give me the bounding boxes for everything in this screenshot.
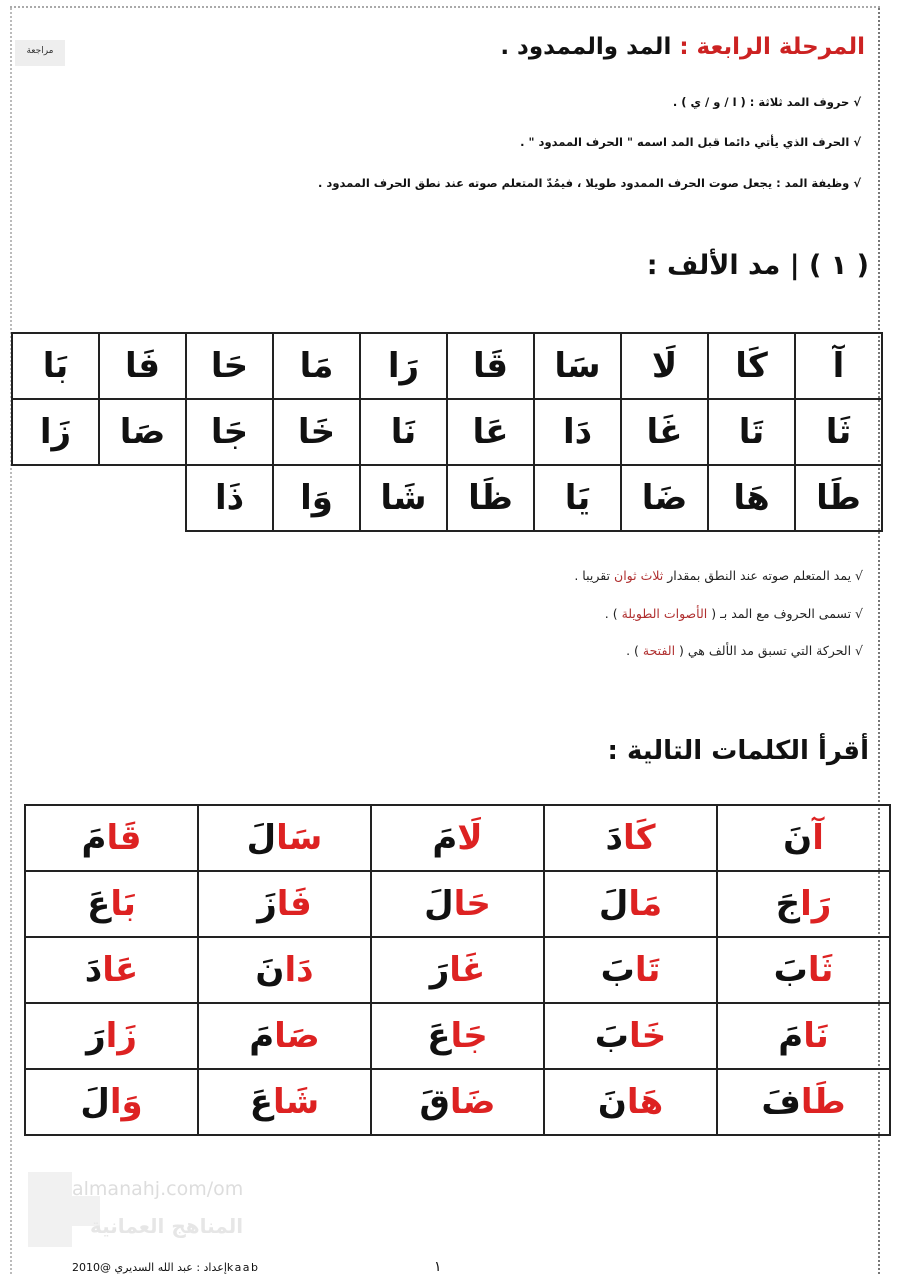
word-long-part: حَا bbox=[453, 884, 491, 924]
word-rest: مَ bbox=[432, 818, 458, 858]
word-rest: لَ bbox=[424, 884, 454, 924]
words-table bbox=[24, 804, 891, 1136]
word-long-part: زَا bbox=[105, 1016, 137, 1056]
word-cell bbox=[544, 1069, 717, 1135]
letter-cell: عَا bbox=[447, 399, 534, 465]
letter-cell: تَا bbox=[708, 399, 795, 465]
word-cell bbox=[544, 871, 717, 937]
footer-author: إعداد : عبد الله السديري @2010kaab bbox=[72, 1261, 260, 1274]
letter-cell: بَا bbox=[12, 333, 99, 399]
letter-cell: يَا bbox=[534, 465, 621, 531]
word-cell bbox=[25, 937, 198, 1003]
letter-cell: وَا bbox=[273, 465, 360, 531]
letter-cell: ذَا bbox=[186, 465, 273, 531]
word-long-part: طَا bbox=[800, 1082, 846, 1122]
words-row bbox=[25, 805, 890, 871]
word-rest: بَ bbox=[773, 950, 808, 990]
word-long-part: دَا bbox=[284, 950, 314, 990]
rule-1: √ حروف المد ثلاثة : ( ا / و / ي ) . bbox=[672, 95, 861, 109]
word-rest: عَ bbox=[87, 884, 111, 924]
word-cell bbox=[371, 1003, 544, 1069]
note-text: √ الحركة التي تسبق مد الألف هي ( bbox=[675, 643, 863, 658]
words-row bbox=[25, 871, 890, 937]
word-long-part: قَا bbox=[106, 818, 142, 858]
word-long-part: صَا bbox=[274, 1016, 320, 1056]
word-long-part: كَا bbox=[622, 818, 656, 858]
note-1 bbox=[574, 568, 863, 583]
note-text: ) . bbox=[604, 606, 622, 621]
letters-row bbox=[12, 399, 882, 465]
word-rest: بَ bbox=[600, 950, 635, 990]
word-rest: زَ bbox=[257, 884, 277, 924]
word-rest: عَ bbox=[427, 1016, 451, 1056]
letter-cell: زَا bbox=[12, 399, 99, 465]
word-long-part: وَا bbox=[109, 1082, 143, 1122]
review-tag: مراجعة bbox=[15, 40, 65, 66]
note-text: تقريبا . bbox=[574, 568, 615, 583]
word-cell bbox=[717, 805, 890, 871]
rule-3: √ وظيفة المد : يجعل صوت الحرف الممدود طويلا ، فيمُدّ المتعلم صوته عند نطق الحرف الممدود . bbox=[318, 176, 861, 190]
page-number: ١ bbox=[434, 1259, 442, 1275]
word-rest: لَ bbox=[598, 884, 629, 924]
word-long-part: ثَا bbox=[807, 950, 834, 990]
word-long-part: هَا bbox=[626, 1082, 664, 1122]
letter-cell: نَا bbox=[360, 399, 447, 465]
word-cell bbox=[544, 1003, 717, 1069]
word-rest: رَ bbox=[429, 950, 450, 990]
word-cell bbox=[25, 1069, 198, 1135]
word-rest: رَ bbox=[86, 1016, 106, 1056]
letter-cell: غَا bbox=[621, 399, 708, 465]
word-long-part: شَا bbox=[273, 1082, 320, 1122]
word-cell bbox=[198, 1069, 371, 1135]
word-long-part: عَا bbox=[102, 950, 139, 990]
word-cell bbox=[544, 937, 717, 1003]
stage-topic: المد والممدود . bbox=[500, 34, 680, 60]
letter-cell: دَا bbox=[534, 399, 621, 465]
letter-cell: رَا bbox=[360, 333, 447, 399]
letter-cell: مَا bbox=[273, 333, 360, 399]
letter-cell: كَا bbox=[708, 333, 795, 399]
stage-label: المرحلة الرابعة : bbox=[679, 34, 865, 60]
word-cell bbox=[371, 871, 544, 937]
watermark-logo bbox=[28, 1172, 72, 1247]
section-heading: ( ١ ) | مد الألف : bbox=[646, 250, 869, 281]
word-cell bbox=[544, 805, 717, 871]
word-cell bbox=[198, 805, 371, 871]
word-rest: نَ bbox=[597, 1082, 627, 1122]
word-cell bbox=[198, 1003, 371, 1069]
empty-cell bbox=[99, 465, 186, 531]
word-rest: دَ bbox=[605, 818, 623, 858]
letter-cell: حَا bbox=[186, 333, 273, 399]
letter-cell: طَا bbox=[795, 465, 882, 531]
letters-table bbox=[11, 332, 883, 532]
word-long-part: خَا bbox=[628, 1016, 667, 1056]
word-rest: جَ bbox=[775, 884, 801, 924]
empty-cell bbox=[12, 465, 99, 531]
word-cell bbox=[198, 937, 371, 1003]
word-rest: قَ bbox=[419, 1082, 450, 1122]
word-long-part: مَا bbox=[628, 884, 663, 924]
note-2 bbox=[605, 606, 863, 621]
rule-2: √ الحرف الذي يأتي دائما قبل المد اسمه " الحرف الممدود " . bbox=[520, 135, 861, 149]
word-rest: عَ bbox=[249, 1082, 274, 1122]
page-title bbox=[500, 34, 865, 60]
word-cell bbox=[25, 871, 198, 937]
word-long-part: لَا bbox=[457, 818, 483, 858]
note-highlight: الفتحة bbox=[642, 643, 676, 658]
letter-cell: ضَا bbox=[621, 465, 708, 531]
word-long-part: نَا bbox=[803, 1016, 829, 1056]
letter-cell: آ bbox=[795, 333, 882, 399]
letter-cell: شَا bbox=[360, 465, 447, 531]
word-rest: بَ bbox=[594, 1016, 629, 1056]
word-cell bbox=[198, 871, 371, 937]
word-rest: مَ bbox=[81, 818, 107, 858]
letter-cell: ثَا bbox=[795, 399, 882, 465]
word-rest: فَ bbox=[761, 1082, 801, 1122]
letter-cell: هَا bbox=[708, 465, 795, 531]
word-long-part: سَا bbox=[276, 818, 323, 858]
words-heading: أقرأ الكلمات التالية : bbox=[607, 736, 869, 766]
word-long-part: ضَا bbox=[449, 1082, 496, 1122]
words-row bbox=[25, 1003, 890, 1069]
word-rest: مَ bbox=[249, 1016, 275, 1056]
letter-cell: ظَا bbox=[447, 465, 534, 531]
letters-row bbox=[12, 333, 882, 399]
words-row bbox=[25, 937, 890, 1003]
letter-cell: صَا bbox=[99, 399, 186, 465]
letter-cell: جَا bbox=[186, 399, 273, 465]
word-long-part: فَا bbox=[276, 884, 312, 924]
word-cell bbox=[717, 1069, 890, 1135]
word-rest: مَ bbox=[778, 1016, 804, 1056]
word-long-part: رَا bbox=[800, 884, 832, 924]
letter-cell: لَا bbox=[621, 333, 708, 399]
words-row bbox=[25, 1069, 890, 1135]
watermark-name: المناهج العمانية bbox=[90, 1214, 244, 1238]
word-rest: دَ bbox=[84, 950, 103, 990]
note-text: ) . bbox=[626, 643, 643, 658]
note-3 bbox=[626, 643, 863, 658]
letter-cell: خَا bbox=[273, 399, 360, 465]
word-cell bbox=[25, 1003, 198, 1069]
note-text: √ يمد المتعلم صوته عند النطق بمقدار bbox=[663, 568, 863, 583]
word-cell bbox=[717, 1003, 890, 1069]
word-cell bbox=[371, 937, 544, 1003]
note-text: √ تسمى الحروف مع المد بـ ( bbox=[707, 606, 863, 621]
word-cell bbox=[717, 937, 890, 1003]
word-long-part: جَا bbox=[450, 1016, 488, 1056]
word-cell bbox=[25, 805, 198, 871]
letter-cell: فَا bbox=[99, 333, 186, 399]
word-long-part: بَا bbox=[110, 884, 136, 924]
word-rest: نَ bbox=[783, 818, 813, 858]
word-rest: لَ bbox=[80, 1082, 110, 1122]
letter-cell: سَا bbox=[534, 333, 621, 399]
word-cell bbox=[371, 1069, 544, 1135]
word-long-part: غَا bbox=[449, 950, 486, 990]
word-long-part: آ bbox=[812, 818, 824, 858]
note-highlight: الأصوات الطويلة bbox=[621, 606, 708, 621]
word-long-part: تَا bbox=[634, 950, 661, 990]
letters-row bbox=[12, 465, 882, 531]
word-cell bbox=[371, 805, 544, 871]
word-rest: لَ bbox=[246, 818, 277, 858]
letter-cell: قَا bbox=[447, 333, 534, 399]
watermark-url: almanahj.com/om bbox=[72, 1178, 244, 1200]
word-rest: نَ bbox=[255, 950, 285, 990]
note-highlight: ثلاث ثوان bbox=[614, 568, 664, 583]
word-cell bbox=[717, 871, 890, 937]
